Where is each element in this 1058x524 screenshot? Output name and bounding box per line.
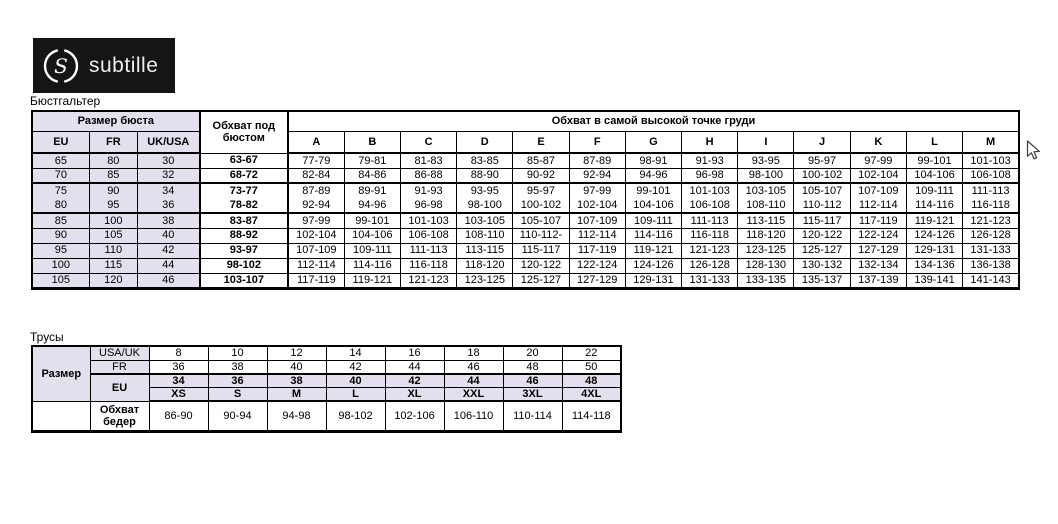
- bra-cell-cup: 124-126: [625, 258, 681, 273]
- bra-cell-cup: 120-122: [794, 228, 850, 243]
- bra-cell-cup: 101-103: [400, 213, 456, 228]
- bra-cell-cup: 102-104: [288, 228, 344, 243]
- bra-cell-cup: 100-102: [513, 198, 569, 213]
- bra-cup-col-header: F: [569, 131, 625, 153]
- bra-section-title: Бюстгальтер: [30, 94, 101, 108]
- bra-size-group-header: Размер бюста: [32, 111, 200, 131]
- panties-row-eu-num: [32, 374, 621, 388]
- bra-col-header-uk: UK/USA: [137, 131, 199, 153]
- brand-logo: [33, 38, 175, 93]
- bra-cell-cup: 118-120: [457, 258, 513, 273]
- bra-cell-cup: 107-109: [569, 213, 625, 228]
- panties-cell-hips: 106-110: [444, 401, 503, 431]
- bra-cell-cup: 127-129: [569, 273, 625, 288]
- bra-cell-cup: 118-120: [738, 228, 794, 243]
- bra-cell-fr: 95: [89, 198, 137, 213]
- bra-cell-cup: 100-102: [794, 168, 850, 183]
- bra-cup-col-header: L: [906, 131, 962, 153]
- panties-cell-eu_alpha: 3XL: [503, 388, 562, 402]
- bra-row: [32, 258, 1019, 273]
- bra-cell-eu: 80: [32, 198, 89, 213]
- bra-cell-cup: 117-119: [569, 243, 625, 258]
- bra-cell-cup: 99-101: [625, 183, 681, 198]
- bra-cell-underbust: 103-107: [200, 273, 288, 288]
- bra-cell-cup: 127-129: [850, 243, 906, 258]
- panties-cell-fr: 50: [562, 360, 621, 374]
- bra-cell-cup: 88-90: [457, 168, 513, 183]
- bra-cell-cup: 107-109: [850, 183, 906, 198]
- bra-row: [32, 213, 1019, 228]
- bra-row: [32, 273, 1019, 288]
- bra-cell-fr: 105: [89, 228, 137, 243]
- bra-cell-cup: 85-87: [513, 153, 569, 168]
- bra-cell-cup: 130-132: [794, 258, 850, 273]
- bra-cell-fr: 85: [89, 168, 137, 183]
- bra-col-header-eu: EU: [32, 131, 89, 153]
- bra-cell-cup: 121-123: [963, 213, 1019, 228]
- panties-cell-fr: 44: [385, 360, 444, 374]
- bra-row: [32, 183, 1019, 198]
- panties-cell-usa_uk: 16: [385, 346, 444, 360]
- bra-cell-cup: 98-100: [738, 168, 794, 183]
- bra-cell-uk: 38: [137, 213, 199, 228]
- bra-cell-underbust: 83-87: [200, 213, 288, 228]
- bra-cell-eu: 65: [32, 153, 89, 168]
- bra-cell-cup: 137-139: [850, 273, 906, 288]
- bra-cell-uk: 40: [137, 228, 199, 243]
- bra-cell-cup: 114-116: [344, 258, 400, 273]
- bra-cell-cup: 126-128: [963, 228, 1019, 243]
- bra-cell-cup: 91-93: [682, 153, 738, 168]
- mouse-cursor-icon: [1026, 140, 1045, 162]
- bra-cell-cup: 99-101: [906, 153, 962, 168]
- bra-cell-uk: 30: [137, 153, 199, 168]
- bra-cell-cup: 116-118: [963, 198, 1019, 213]
- bra-cell-cup: 115-117: [794, 213, 850, 228]
- panties-section-title: Трусы: [30, 330, 64, 344]
- bra-cell-cup: 104-106: [625, 198, 681, 213]
- bra-cell-cup: 111-113: [682, 213, 738, 228]
- bra-size-table: [31, 110, 1020, 290]
- panties-row-fr: [32, 360, 621, 374]
- bra-cell-uk: 46: [137, 273, 199, 288]
- bra-cell-cup: 86-88: [400, 168, 456, 183]
- bra-row: [32, 243, 1019, 258]
- bra-row: [32, 153, 1019, 168]
- bra-cell-cup: 98-100: [457, 198, 513, 213]
- bra-cell-cup: 92-94: [569, 168, 625, 183]
- bra-cup-col-header: D: [457, 131, 513, 153]
- bra-cell-underbust: 73-77: [200, 183, 288, 198]
- bra-cup-col-header: A: [288, 131, 344, 153]
- bra-cell-fr: 115: [89, 258, 137, 273]
- bra-cell-cup: 115-117: [513, 243, 569, 258]
- bra-cell-cup: 103-105: [738, 183, 794, 198]
- panties-cell-fr: 48: [503, 360, 562, 374]
- bra-cell-fr: 80: [89, 153, 137, 168]
- bra-cell-cup: 123-125: [738, 243, 794, 258]
- bra-cell-cup: 106-108: [400, 228, 456, 243]
- panties-cell-eu_alpha: XS: [149, 388, 208, 402]
- panties-cell-eu_num: 34: [149, 374, 208, 388]
- bra-cell-cup: 112-114: [288, 258, 344, 273]
- bra-cell-underbust: 68-72: [200, 168, 288, 183]
- bra-cell-cup: 141-143: [963, 273, 1019, 288]
- bra-cell-cup: 117-119: [288, 273, 344, 288]
- bra-cell-cup: 107-109: [288, 243, 344, 258]
- bra-cell-fr: 110: [89, 243, 137, 258]
- panties-cell-eu_alpha: L: [326, 388, 385, 402]
- bra-cell-cup: 82-84: [288, 168, 344, 183]
- panties-cell-fr: 40: [267, 360, 326, 374]
- panties-cell-eu_num: 44: [444, 374, 503, 388]
- bra-row: [32, 168, 1019, 183]
- bra-cell-fr: 120: [89, 273, 137, 288]
- bra-cell-cup: 96-98: [400, 198, 456, 213]
- bra-cell-cup: 119-121: [625, 243, 681, 258]
- bra-cell-cup: 79-81: [344, 153, 400, 168]
- bra-cell-cup: 119-121: [906, 213, 962, 228]
- panties-cell-usa_uk: 12: [267, 346, 326, 360]
- panties-cell-hips: 90-94: [208, 401, 267, 431]
- bra-cell-cup: 121-123: [400, 273, 456, 288]
- bra-cell-cup: 106-108: [682, 198, 738, 213]
- panties-row-hips: [32, 401, 621, 431]
- panties-cell-hips: 98-102: [326, 401, 385, 431]
- svg-text:S: S: [54, 53, 68, 78]
- panties-cell-hips: 102-106: [385, 401, 444, 431]
- bra-cell-cup: 81-83: [400, 153, 456, 168]
- bra-cell-cup: 123-125: [457, 273, 513, 288]
- bra-cell-cup: 111-113: [400, 243, 456, 258]
- bra-cup-col-header: B: [344, 131, 400, 153]
- panties-cell-eu_alpha: S: [208, 388, 267, 402]
- bra-cell-underbust: 88-92: [200, 228, 288, 243]
- bra-cell-cup: 129-131: [625, 273, 681, 288]
- panties-cell-usa_uk: 18: [444, 346, 503, 360]
- bra-cell-cup: 132-134: [850, 258, 906, 273]
- bra-cell-cup: 116-118: [400, 258, 456, 273]
- bra-cell-cup: 119-121: [344, 273, 400, 288]
- bra-cell-cup: 125-127: [794, 243, 850, 258]
- panties-cell-usa_uk: 10: [208, 346, 267, 360]
- panties-cell-eu_alpha: XXL: [444, 388, 503, 402]
- panties-size-label: Размер: [32, 346, 90, 401]
- bra-cup-col-header: J: [794, 131, 850, 153]
- bra-cell-fr: 90: [89, 183, 137, 198]
- bra-cell-cup: 101-103: [682, 183, 738, 198]
- bra-cell-cup: 93-95: [457, 183, 513, 198]
- bra-cell-cup: 96-98: [682, 168, 738, 183]
- bra-cell-cup: 116-118: [682, 228, 738, 243]
- bra-cell-cup: 111-113: [963, 183, 1019, 198]
- bra-cell-cup: 135-137: [794, 273, 850, 288]
- panties-cell-usa_uk: 22: [562, 346, 621, 360]
- bra-cell-cup: 102-104: [850, 168, 906, 183]
- bra-cell-cup: 112-114: [850, 198, 906, 213]
- bra-cell-cup: 104-106: [344, 228, 400, 243]
- bra-cell-cup: 77-79: [288, 153, 344, 168]
- panties-cell-eu_num: 36: [208, 374, 267, 388]
- panties-label-usauk: USA/UK: [90, 346, 149, 360]
- bra-cup-col-header: G: [625, 131, 681, 153]
- bra-cell-uk: 34: [137, 183, 199, 198]
- brand-logo-icon: [42, 47, 80, 85]
- bra-cup-col-header: K: [850, 131, 906, 153]
- bra-cell-cup: 90-92: [513, 168, 569, 183]
- bra-cell-cup: 109-111: [344, 243, 400, 258]
- bra-cell-cup: 110-112: [794, 198, 850, 213]
- bra-cell-cup: 95-97: [513, 183, 569, 198]
- bra-cell-cup: 131-133: [682, 273, 738, 288]
- bra-underbust-header: Обхват под бюстом: [200, 111, 288, 153]
- bra-cell-underbust: 93-97: [200, 243, 288, 258]
- bra-cup-col-header: H: [682, 131, 738, 153]
- bra-cup-col-header: M: [963, 131, 1019, 153]
- bra-cell-cup: 106-108: [963, 168, 1019, 183]
- bra-bust-group-header: Обхват в самой высокой точке груди: [288, 111, 1019, 131]
- bra-cell-cup: 105-107: [794, 183, 850, 198]
- bra-cell-cup: 105-107: [513, 213, 569, 228]
- bra-cell-uk: 44: [137, 258, 199, 273]
- bra-cell-cup: 83-85: [457, 153, 513, 168]
- bra-cell-cup: 126-128: [682, 258, 738, 273]
- bra-cell-cup: 139-141: [906, 273, 962, 288]
- panties-cell-eu_num: 46: [503, 374, 562, 388]
- panties-cell-hips: 86-90: [149, 401, 208, 431]
- bra-cell-cup: 112-114: [569, 228, 625, 243]
- bra-cell-cup: 98-91: [625, 153, 681, 168]
- bra-cell-cup: 97-99: [850, 153, 906, 168]
- bra-cell-eu: 85: [32, 213, 89, 228]
- bra-cell-cup: 109-111: [906, 183, 962, 198]
- bra-cell-cup: 94-96: [344, 198, 400, 213]
- bra-cell-cup: 84-86: [344, 168, 400, 183]
- bra-header-row-1: [32, 111, 1019, 131]
- bra-cell-cup: 114-116: [625, 228, 681, 243]
- bra-cell-cup: 87-89: [569, 153, 625, 168]
- bra-cell-cup: 93-95: [738, 153, 794, 168]
- bra-cell-cup: 122-124: [850, 228, 906, 243]
- panties-cell-eu_num: 40: [326, 374, 385, 388]
- bra-cell-cup: 94-96: [625, 168, 681, 183]
- brand-name: subtille: [89, 53, 159, 77]
- bra-cell-cup: 102-104: [569, 198, 625, 213]
- bra-cell-eu: 105: [32, 273, 89, 288]
- bra-cell-uk: 36: [137, 198, 199, 213]
- bra-header-row-2: [32, 131, 1019, 153]
- bra-cell-eu: 70: [32, 168, 89, 183]
- bra-cell-cup: 125-127: [513, 273, 569, 288]
- bra-cell-cup: 99-101: [344, 213, 400, 228]
- panties-cell-usa_uk: 8: [149, 346, 208, 360]
- bra-cell-cup: 128-130: [738, 258, 794, 273]
- bra-cell-eu: 90: [32, 228, 89, 243]
- bra-cell-cup: 87-89: [288, 183, 344, 198]
- panties-cell-eu_alpha: XL: [385, 388, 444, 402]
- panties-cell-fr: 42: [326, 360, 385, 374]
- bra-cell-cup: 134-136: [906, 258, 962, 273]
- panties-cell-eu_num: 38: [267, 374, 326, 388]
- panties-hips-label: Обхват бедер: [90, 401, 149, 431]
- panties-size-table: [31, 345, 622, 433]
- bra-cell-eu: 95: [32, 243, 89, 258]
- bra-cell-fr: 100: [89, 213, 137, 228]
- bra-cell-cup: 91-93: [400, 183, 456, 198]
- panties-cell-hips: 94-98: [267, 401, 326, 431]
- panties-cell-fr: 36: [149, 360, 208, 374]
- bra-cell-underbust: 63-67: [200, 153, 288, 168]
- bra-cell-cup: 114-116: [906, 198, 962, 213]
- bra-cell-cup: 117-119: [850, 213, 906, 228]
- bra-row: [32, 198, 1019, 213]
- bra-cell-cup: 131-133: [963, 243, 1019, 258]
- bra-cell-cup: 101-103: [963, 153, 1019, 168]
- panties-label-eu: EU: [90, 374, 149, 401]
- bra-cell-cup: 133-135: [738, 273, 794, 288]
- panties-cell-hips: 110-114: [503, 401, 562, 431]
- bra-cell-cup: 121-123: [682, 243, 738, 258]
- bra-cell-eu: 75: [32, 183, 89, 198]
- bra-cell-cup: 136-138: [963, 258, 1019, 273]
- bra-col-header-fr: FR: [89, 131, 137, 153]
- bra-cell-cup: 104-106: [906, 168, 962, 183]
- bra-cell-cup: 113-115: [457, 243, 513, 258]
- bra-cell-cup: 97-99: [569, 183, 625, 198]
- bra-cell-cup: 122-124: [569, 258, 625, 273]
- bra-cell-cup: 89-91: [344, 183, 400, 198]
- bra-cell-uk: 32: [137, 168, 199, 183]
- panties-cell-usa_uk: 20: [503, 346, 562, 360]
- panties-cell-fr: 46: [444, 360, 503, 374]
- bra-cell-uk: 42: [137, 243, 199, 258]
- bra-cell-cup: 110-112-: [513, 228, 569, 243]
- bra-cell-cup: 124-126: [906, 228, 962, 243]
- bra-cell-cup: 103-105: [457, 213, 513, 228]
- bra-cell-eu: 100: [32, 258, 89, 273]
- bra-cup-col-header: E: [513, 131, 569, 153]
- panties-cell-fr: 38: [208, 360, 267, 374]
- bra-row: [32, 228, 1019, 243]
- bra-cell-cup: 113-115: [738, 213, 794, 228]
- bra-cell-underbust: 98-102: [200, 258, 288, 273]
- bra-cell-cup: 109-111: [625, 213, 681, 228]
- panties-row-usauk: [32, 346, 621, 360]
- bra-cell-cup: 97-99: [288, 213, 344, 228]
- panties-cell-eu_num: 48: [562, 374, 621, 388]
- bra-cell-cup: 95-97: [794, 153, 850, 168]
- bra-cell-cup: 108-110: [457, 228, 513, 243]
- bra-cup-col-header: C: [400, 131, 456, 153]
- panties-cell-hips: 114-118: [562, 401, 621, 431]
- panties-cell-eu_num: 42: [385, 374, 444, 388]
- panties-label-fr: FR: [90, 360, 149, 374]
- panties-cell-eu_alpha: M: [267, 388, 326, 402]
- bra-cell-cup: 108-110: [738, 198, 794, 213]
- bra-cup-col-header: I: [738, 131, 794, 153]
- bra-cell-cup: 129-131: [906, 243, 962, 258]
- panties-cell-eu_alpha: 4XL: [562, 388, 621, 402]
- bra-cell-cup: 120-122: [513, 258, 569, 273]
- bra-cell-underbust: 78-82: [200, 198, 288, 213]
- bra-cell-cup: 92-94: [288, 198, 344, 213]
- panties-cell-usa_uk: 14: [326, 346, 385, 360]
- panties-empty-cell: [32, 401, 90, 431]
